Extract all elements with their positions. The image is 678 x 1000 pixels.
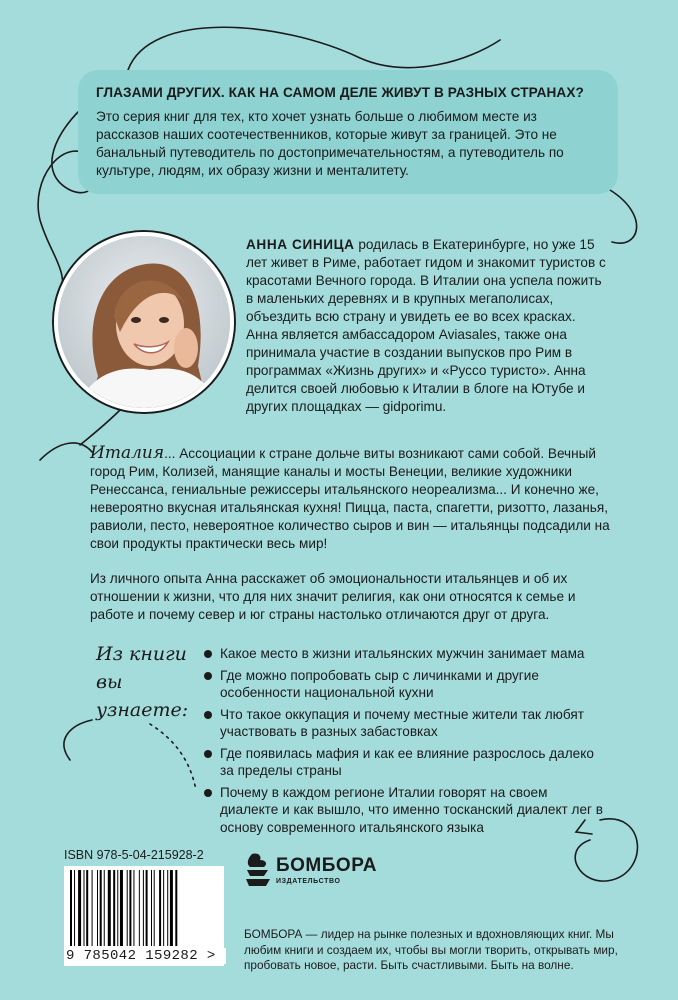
barcode-bar: [108, 870, 111, 946]
barcode-bar: [117, 870, 118, 946]
series-info-box: [78, 70, 618, 194]
list-item: Какое место в жизни итальянских мужчин занимает мама: [204, 645, 604, 663]
barcode-bar: [151, 870, 152, 946]
publisher-description: БОМБОРА — лидер на рынке полезных и вдохновляющих книг. Мы любим книги и создаем их, чтобы вы могли творить, открывать мир, пробовать новое, расти. Быть счастливыми. Быть на волне.: [244, 927, 618, 972]
barcode-bar: [143, 870, 144, 946]
publisher-name: БОМБОРА: [276, 855, 377, 876]
barcode-bar: [170, 870, 173, 946]
barcode-bar: [100, 870, 102, 946]
barcode-bar: [175, 870, 177, 946]
barcode-bar: [163, 870, 164, 946]
learn-heading-line2: вы узнаете:: [96, 671, 189, 721]
author-bio: [246, 236, 606, 416]
italy-paragraph: [90, 444, 616, 553]
author-photo-illustration: [58, 236, 230, 408]
barcode-bar: [133, 870, 134, 946]
isbn-label: ISBN 978-5-04-215928-2: [64, 848, 204, 862]
author-name: АННА СИНИЦА: [246, 237, 355, 252]
barcode-bar: [70, 870, 72, 946]
list-item: Где появилась мафия и как ее влияние разрослось далеко за пределы страны: [204, 745, 604, 780]
barcode-bar: [78, 870, 81, 946]
barcode-bar: [120, 870, 123, 946]
barcode-bar: [92, 870, 93, 946]
learn-list: [204, 645, 604, 840]
list-item: Где можно попробовать сыр с личинками и другие особенности национальной кухни: [204, 667, 604, 702]
barcode-bar: [104, 870, 105, 946]
learn-heading-line1: Из книги: [96, 643, 187, 665]
series-description: Это серия книг для тех, кто хочет узнать больше о любимом месте из рассказов наших соотечественников, которые живут за границей. Это не банальный путеводитель по достопримечательностям, а путеводитель по культуре, людям, их образу жизни и менталитету.: [96, 109, 564, 178]
barcode-bar: [84, 870, 85, 946]
barcode-bar: [97, 870, 98, 946]
barcode-bar: [146, 870, 148, 946]
list-item: Почему в каждом регионе Италии говорят на своем диалекте и как вышло, что именно тосканский диалект лег в основу современного итальянского языка: [204, 784, 604, 837]
series-title: ГЛАЗАМИ ДРУГИХ. КАК НА САМОМ ДЕЛЕ ЖИВУТ В РАЗНЫХ СТРАНАХ?: [96, 85, 584, 100]
bombora-logo-icon: [244, 852, 272, 888]
italy-word: Италия: [90, 443, 165, 463]
barcode-bars: [64, 866, 224, 948]
experience-paragraph: Из личного опыта Анна расскажет об эмоциональности итальянцев и об их отношении к жизни, что для них значит религия, как они относятся к семье и работе и почему север и юг страны настолько отличаются друг от друга.: [90, 571, 576, 622]
italy-text: ... Ассоциации к стране дольче виты возникают сами собой. Вечный город Рим, Колизей, манящие каналы и мосты Венеции, великие художники Ренессанса, гениальные режиссеры итальянского неореализма... И конечно же, невероятно вкусная итальянская кухня! Пицца, паста, спагетти, ризотто, лазанья, равиоли, песто, невероятное количество сыров и вин — итальянцы подсадили на свои продукты практически весь мир!: [90, 446, 610, 551]
barcode-bar: [86, 870, 88, 946]
barcode-bar: [167, 870, 168, 946]
list-item: Что такое оккупация и почему местные жители так любят участвовать в разных забастовках: [204, 706, 604, 741]
barcode-bar: [129, 870, 131, 946]
barcode-bar: [159, 870, 161, 946]
barcode-bar: [113, 870, 115, 946]
publisher-subtitle: ИЗДАТЕЛЬСТВО: [276, 878, 341, 885]
author-bio-text: родилась в Екатеринбурге, но уже 15 лет живет в Риме, работает гидом и знакомит туристов с красотами Вечного города. В Италии она успела пожить в маленьких деревнях и в крупных мегаполисах, объездить всю страну и увидеть ее во всех красках. Анна является амбассадором Aviasales, также она принимала участие в создании выпусков про Рим в программах «Жизнь других» и «Руссо туристо». Анна делится своей любовью к Италии в блоге на Ютубе и других площадках — gidporimu.: [246, 237, 606, 414]
barcode-bar: [139, 870, 140, 946]
barcode-bar: [74, 870, 75, 946]
barcode-bar: [127, 870, 128, 946]
barcode-digits: 9 785042 159282 >: [66, 948, 226, 964]
learn-heading: [96, 640, 206, 724]
barcode-bar: [154, 870, 155, 946]
author-portrait: [54, 232, 234, 412]
